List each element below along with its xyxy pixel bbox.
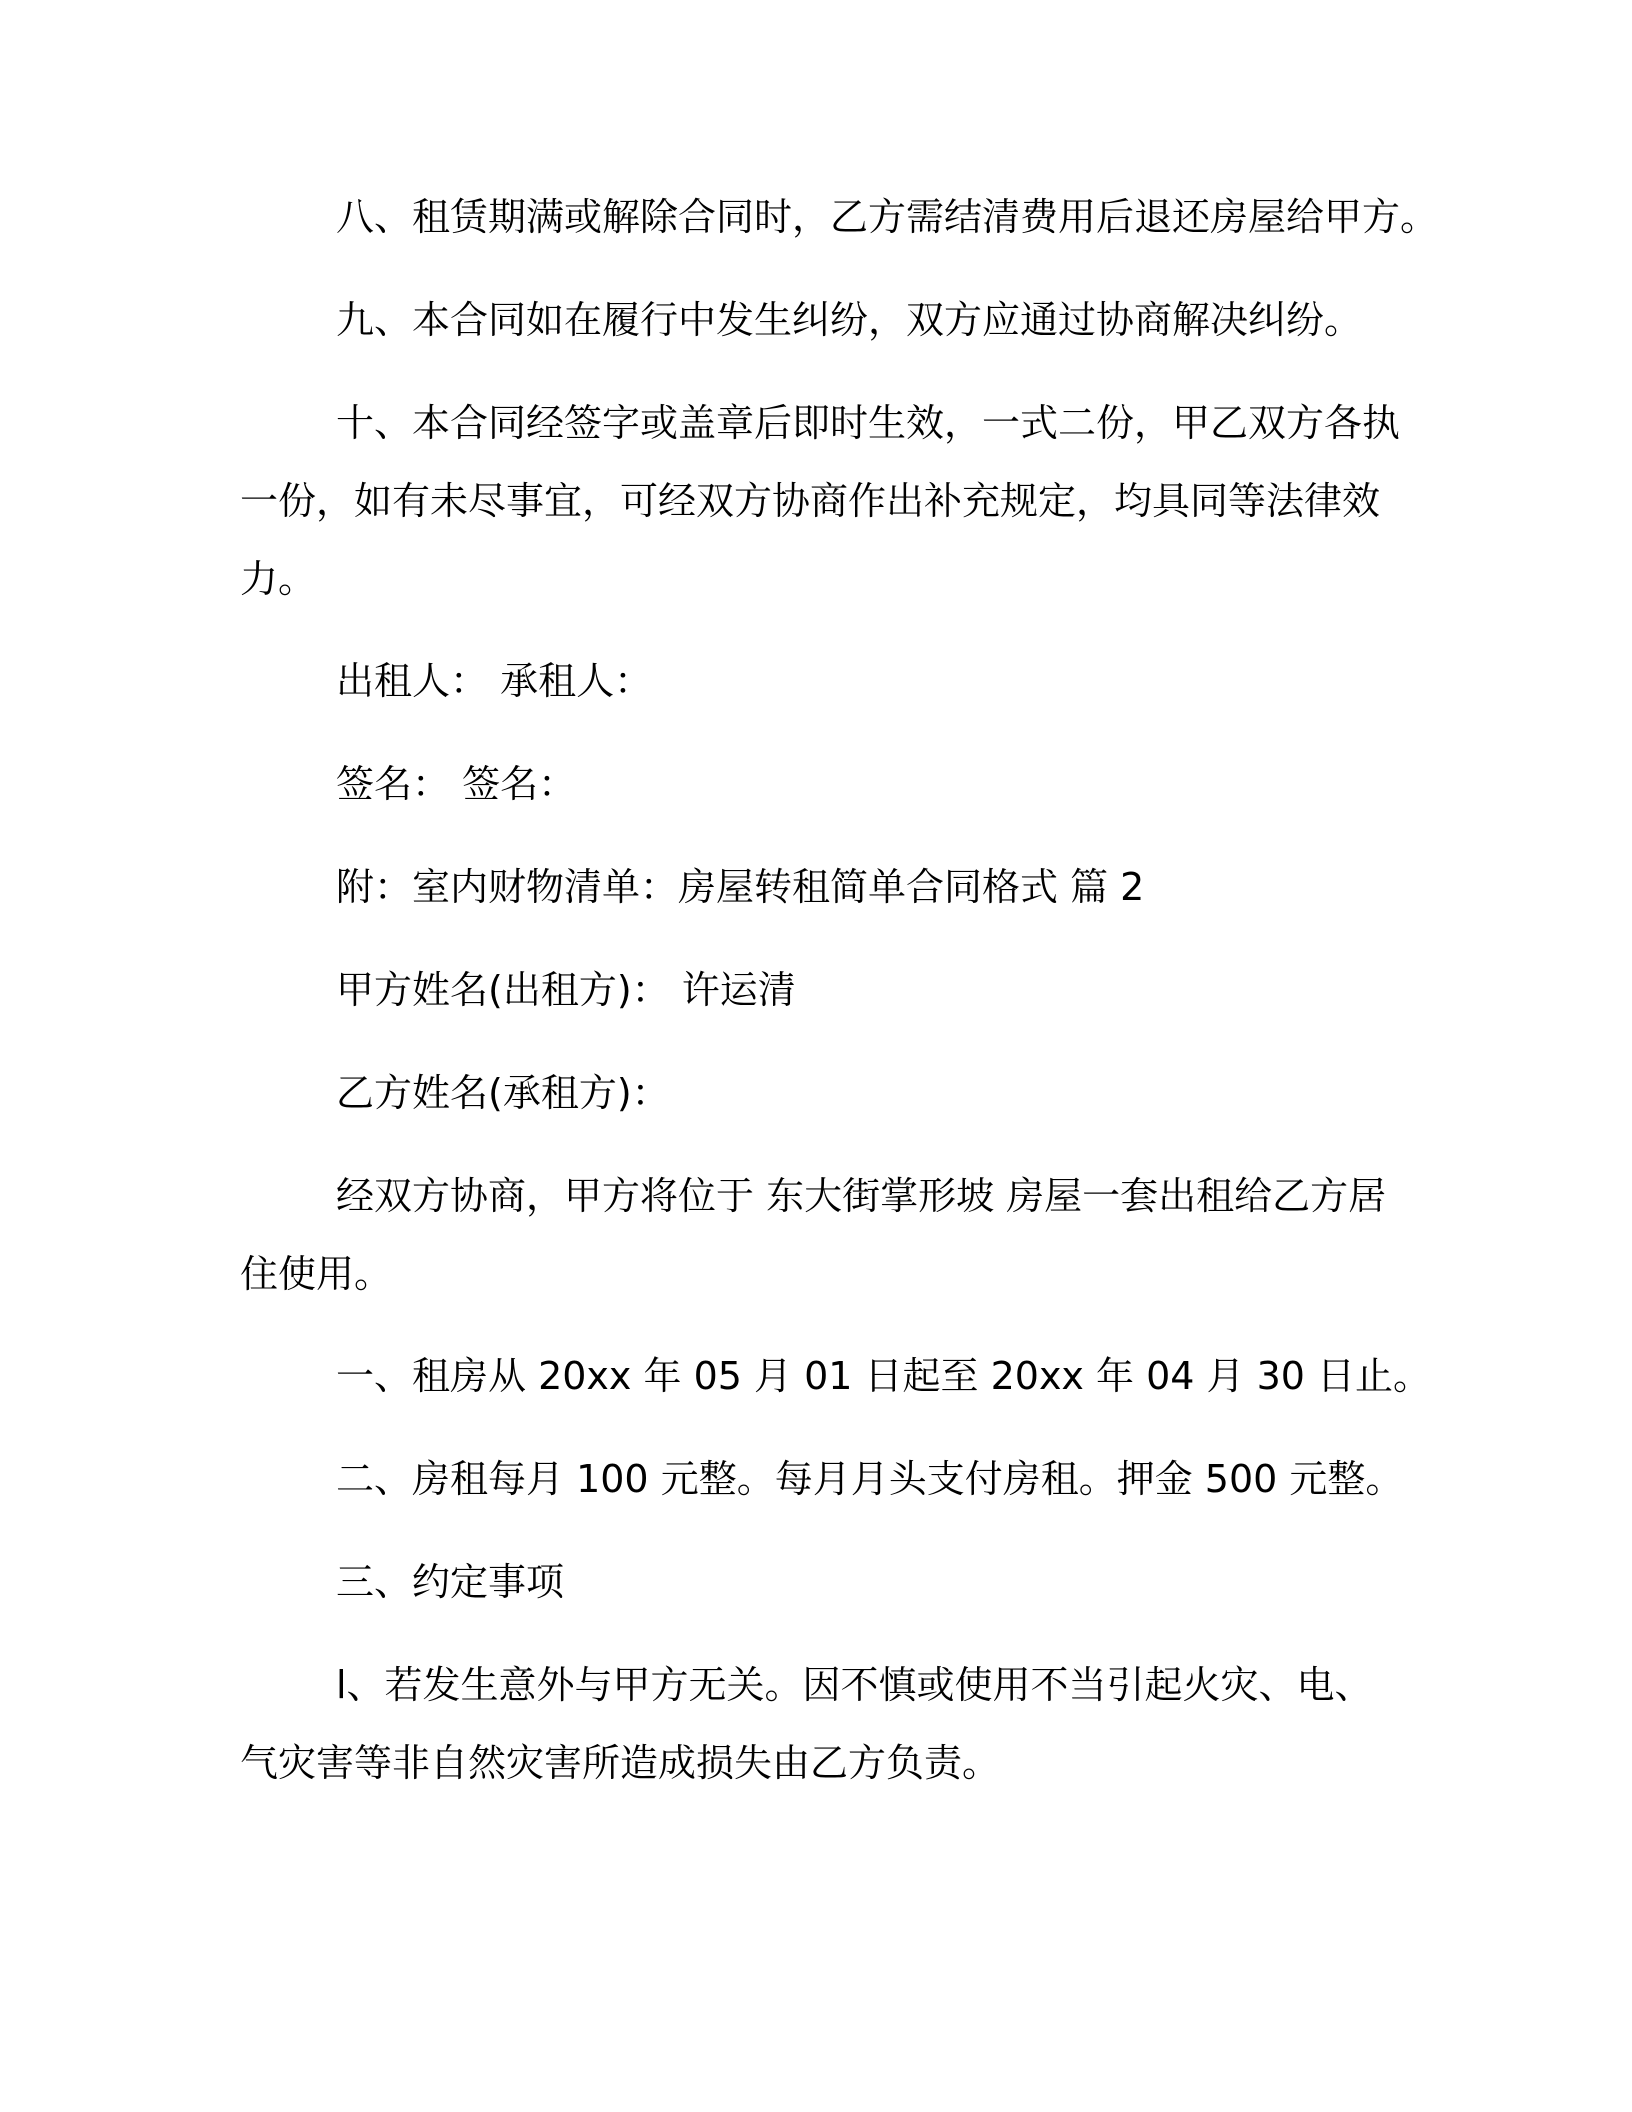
signature-line — [240, 745, 1400, 823]
term-clause-1-text: 一、租房从 20xx 年 05 月 01 日起至 20xx 年 04 月 30 日止。 — [336, 1354, 1432, 1398]
clause-8 — [240, 178, 1439, 256]
term-clause-3 — [240, 1543, 1400, 1621]
clause-9-text: 九、本合同如在履行中发生纠纷，双方应通过协商解决纠纷。 — [336, 298, 1363, 342]
clause-10-line-3: 力。 — [240, 557, 317, 601]
term-clause-3-1 — [240, 1646, 1400, 1802]
term-clause-1 — [240, 1337, 1432, 1415]
party-b-text: 乙方姓名(承租方)： — [336, 1071, 670, 1115]
term-clause-3-1-line-1: l、若发生意外与甲方无关。因不慎或使用不当引起火灾、电、 — [336, 1663, 1373, 1707]
intro-paragraph — [240, 1157, 1400, 1313]
clause-8-text: 八、租赁期满或解除合同时，乙方需结清费用后退还房屋给甲方。 — [336, 195, 1439, 239]
clause-10 — [240, 384, 1400, 618]
party-b-line — [240, 1054, 1400, 1132]
attachment-text: 附：室内财物清单：房屋转租简单合同格式 篇 2 — [336, 865, 1145, 909]
term-clause-3-text: 三、约定事项 — [336, 1560, 565, 1604]
term-clause-3-1-line-2: 气灾害等非自然灾害所造成损失由乙方负责。 — [240, 1741, 1001, 1785]
attachment-line — [240, 848, 1400, 926]
lessor-lessee-line — [240, 642, 1400, 720]
term-clause-2-text: 二、房租每月 100 元整。每月月头支付房租。押金 500 元整。 — [336, 1457, 1404, 1501]
intro-line-2: 住使用。 — [240, 1252, 393, 1296]
signature-text: 签名： 签名： — [336, 762, 577, 806]
clause-10-line-2: 一份，如有未尽事宜，可经双方协商作出补充规定，均具同等法律效 — [240, 479, 1381, 523]
party-a-line — [240, 951, 1400, 1029]
intro-line-1: 经双方协商，甲方将位于 东大街掌形坡 房屋一套出租给乙方居 — [336, 1174, 1387, 1218]
party-a-text: 甲方姓名(出租方)： 许运清 — [336, 968, 796, 1012]
lessor-lessee-text: 出租人： 承租人： — [336, 659, 653, 703]
clause-10-line-1: 十、本合同经签字或盖章后即时生效，一式二份，甲乙双方各执 — [336, 401, 1401, 445]
term-clause-2 — [240, 1440, 1404, 1518]
clause-9 — [240, 281, 1400, 359]
